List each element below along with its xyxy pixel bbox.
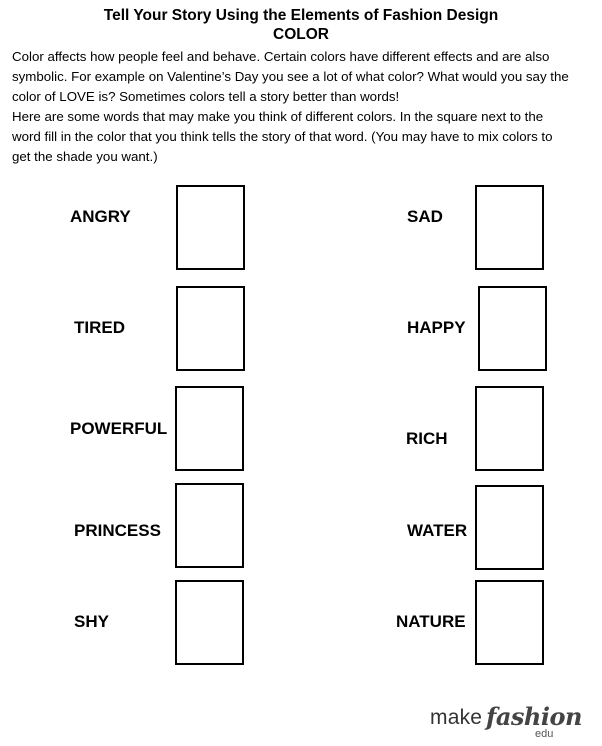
color-box-princess[interactable]: [175, 483, 244, 568]
intro-line: color of LOVE is? Sometimes colors tell a story better than words!: [12, 89, 400, 104]
color-box-tired[interactable]: [176, 286, 245, 371]
word-shy: SHY: [74, 612, 109, 631]
word-sad: SAD: [407, 207, 443, 226]
word-happy: HAPPY: [407, 318, 466, 337]
intro-line: word fill in the color that you think tells the story of that word. (You may have to mix colors to: [12, 129, 553, 144]
color-box-powerful[interactable]: [175, 386, 244, 471]
word-tired: TIRED: [74, 318, 125, 337]
color-box-angry[interactable]: [176, 185, 245, 270]
intro-line: Here are some words that may make you think of different colors. In the square next to the: [12, 109, 544, 124]
word-rich: RICH: [406, 429, 448, 448]
color-box-water[interactable]: [475, 485, 544, 570]
color-box-sad[interactable]: [475, 185, 544, 270]
intro-line: get the shade you want.): [12, 149, 158, 164]
intro-line: symbolic. For example on Valentine’s Day you see a lot of what color? What would you say the: [12, 69, 569, 84]
intro-line: Color affects how people feel and behave. Certain colors have different effects and are also: [12, 49, 550, 64]
logo-fashion-text: fashion: [486, 702, 582, 731]
word-water: WATER: [407, 521, 468, 540]
worksheet-title: Tell Your Story Using the Elements of Fashion Design: [103, 7, 499, 24]
word-nature: NATURE: [396, 612, 466, 631]
logo-make-text: make: [430, 706, 483, 729]
color-box-shy[interactable]: [175, 580, 244, 665]
color-box-rich[interactable]: [475, 386, 544, 471]
color-box-happy[interactable]: [478, 286, 547, 371]
makefashion-logo: [430, 702, 582, 742]
word-powerful: POWERFUL: [70, 419, 168, 438]
word-angry: ANGRY: [70, 207, 131, 226]
word-princess: PRINCESS: [74, 521, 161, 540]
color-box-nature[interactable]: [475, 580, 544, 665]
instructions: [12, 47, 597, 167]
section-title: COLOR: [273, 26, 329, 43]
logo-edu-text: edu: [535, 728, 554, 740]
